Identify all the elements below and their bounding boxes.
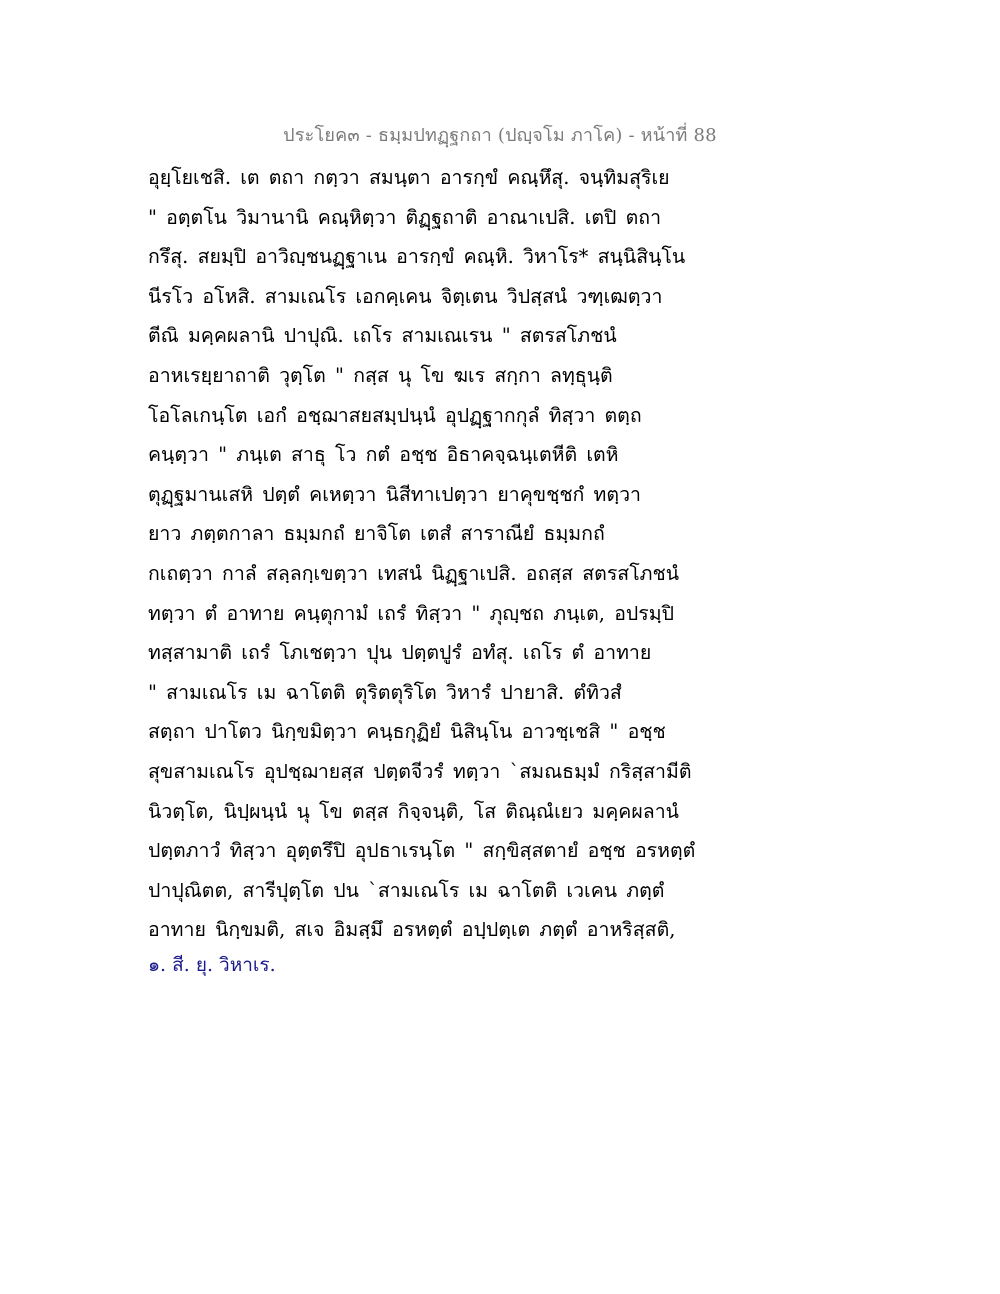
body-line: นิวตฺโต, นิปฺผนฺนํ นุ โข ตสฺส กิจฺจนฺติ, โส ติณฺณํเยว มคฺคผลานํ	[148, 799, 679, 823]
body-line: ยาว ภตฺตกาลา ธมฺมกถํ ยาจิโต เตสํ สาราณียํ ธมฺมกถํ	[148, 522, 605, 546]
body-line: ปตฺตภาวํ ทิสฺวา อุตฺตรึปิ อุปธาเรนฺโต " สกฺขิสฺสตายํ อชฺช อรหตฺตํ	[148, 839, 696, 863]
body-line: โอโลเกนฺโต เอกํ อชฺฌาสยสมฺปนฺนํ อุปฏฺฐากกุลํ ทิสฺวา ตตฺถ	[148, 403, 642, 427]
body-line: กเถตฺวา กาลํ สลฺลกฺเขตฺวา เทสนํ นิฏฺฐาเปสิ. อถสฺส สตรสโภชนํ	[148, 561, 680, 585]
body-line: สตฺถา ปาโตว นิกฺขมิตฺวา คนฺธกุฏิยํ นิสินฺโน อาวชฺเชสิ " อชฺช	[148, 720, 666, 744]
body-line: ทสฺสามาติ เถรํ โภเชตฺวา ปุน ปตฺตปูรํ อทํสุ. เถโร ตํ อาทาย	[148, 641, 652, 665]
body-line: " อตฺตโน วิมานานิ คณฺหิตฺวา ติฏฺฐถาติ อาณาเปสิ. เตปิ ตถา	[148, 205, 662, 229]
body-line: อุยฺโยเชสิ. เต ตถา กตฺวา สมนฺตา อารกฺขํ คณฺหึสุ. จนฺทิมสุริเย	[148, 166, 670, 189]
body-line: อาหเรยฺยาถาติ วุตฺโต " กสฺส นุ โข ฆเร สกฺกา ลทฺธุนฺติ	[148, 363, 613, 387]
body-line: ตีณิ มคฺคผลานิ ปาปุณิ. เถโร สามเณเรน " สตรสโภชนํ	[148, 324, 617, 348]
body-line: สุขสามเณโร อุปชฺฌายสฺส ปตฺตจีวรํ ทตฺวา `สมณธมฺมํ กริสฺสามีติ	[148, 759, 692, 783]
body-text	[148, 158, 708, 950]
body-line: อาทาย นิกฺขมติ, สเจ อิมสฺมึ อรหตฺตํ อปฺปตฺเต ภตฺตํ อาหริสฺสติ,	[148, 918, 676, 942]
body-line: ปาปุณิตต, สารีปุตฺโต ปน `สามเณโร เม ฉาโตติ เวเคน ภตฺตํ	[148, 878, 665, 902]
footnote: ๑. สี. ยุ. วิหาเร.	[148, 954, 276, 976]
body-line: กรึสุ. สยมฺปิ อาวิญฺชนฏฺฐาเน อารกฺขํ คณฺหิ. วิหาโร* สนฺนิสินฺโน	[148, 245, 686, 269]
body-line: " สามเณโร เม ฉาโตติ ตุริตตุริโต วิหารํ ปายาสิ. ตํทิวสํ	[148, 680, 622, 704]
body-line: ตุฏฺฐมานเสหิ ปตฺตํ คเหตฺวา นิสีทาเปตฺวา ยาคุขชฺชกํ ทตฺวา	[148, 482, 641, 506]
page-header: ประโยค๓ - ธมฺมปทฏฺฐกถา (ปญฺจโม ภาโค) - หน้าที่ 88	[283, 125, 717, 146]
body-line: คนฺตฺวา " ภนฺเต สาธุ โว กตํ อชฺช อิธาคจฺฉนฺเตหีติ เตหิ	[148, 443, 619, 467]
body-line: นีรโว อโหสิ. สามเณโร เอกคฺเคน จิตฺเตน วิปสฺสนํ วฑฺเฒตฺวา	[148, 284, 663, 308]
body-line: ทตฺวา ตํ อาทาย คนฺตุกามํ เถรํ ทิสฺวา " ภุญฺชถ ภนฺเต, อปรมฺปิ	[148, 601, 674, 625]
